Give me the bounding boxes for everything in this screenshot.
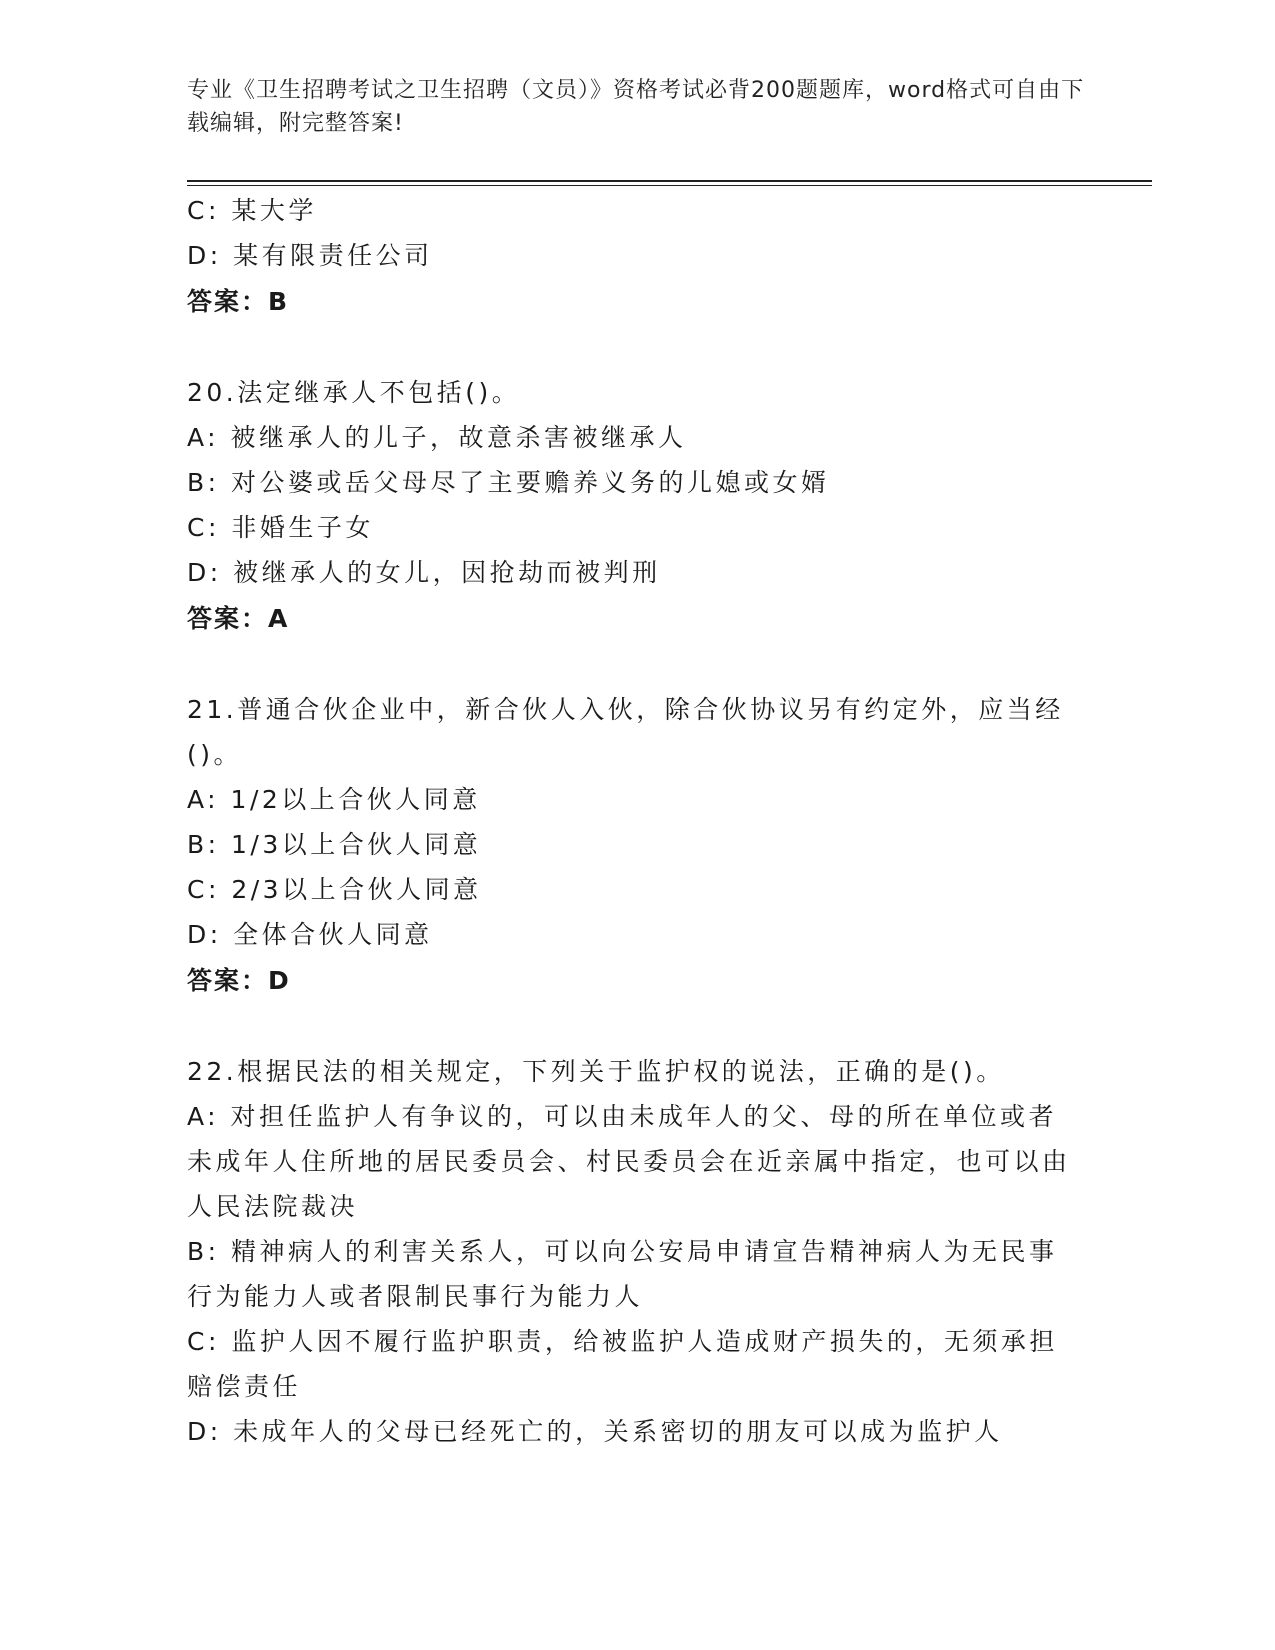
option-b <box>187 1229 1077 1319</box>
header-text: 专业《卫生招聘考试之卫生招聘（文员）》资格考试必背200题题库，word格式可自由下载编辑，附完整答案! <box>187 78 1085 136</box>
question-stem: 20.法定继承人不包括()。 <box>187 378 521 407</box>
option-text: 被继承人的儿子，故意杀害被继承人 <box>230 423 687 452</box>
question-stem: 21.普通合伙企业中，新合伙人入伙，除合伙协议另有约定外，应当经()。 <box>187 695 1064 769</box>
document-header <box>187 74 1087 140</box>
option-text: 对担任监护人有争议的，可以由未成年人的父、母的所在单位或者未成年人住所地的居民委员会、村民委员会在近亲属中指定，也可以由人民法院裁决 <box>187 1102 1071 1221</box>
option-c <box>187 1319 1077 1409</box>
option-text: 某大学 <box>231 196 317 225</box>
option-label: B: <box>187 1237 220 1266</box>
option-text: 非婚生子女 <box>231 513 374 542</box>
spacer <box>187 1004 1077 1049</box>
option-label: C: <box>187 875 220 904</box>
option-c <box>187 505 1077 550</box>
option-a <box>187 1094 1077 1229</box>
option-b <box>187 460 1077 505</box>
option-text: 被继承人的女儿，因抢劫而被判刑 <box>233 558 661 587</box>
option-text: 全体合伙人同意 <box>233 920 433 949</box>
option-label: B: <box>187 468 220 497</box>
question-stem: 22.根据民法的相关规定，下列关于监护权的说法，正确的是()。 <box>187 1057 1005 1086</box>
header-divider <box>187 180 1152 186</box>
option-label: D: <box>187 1417 222 1446</box>
option-text: 1/3以上合伙人同意 <box>231 830 482 859</box>
question-content <box>187 188 1077 1454</box>
option-label: A: <box>187 785 220 814</box>
option-label: D: <box>187 920 222 949</box>
option-a <box>187 415 1077 460</box>
option-c <box>187 867 1077 912</box>
option-d <box>187 550 1077 595</box>
option-label: D: <box>187 558 222 587</box>
option-label: A: <box>187 1102 220 1131</box>
option-label: C: <box>187 196 220 225</box>
option-text: 监护人因不履行监护职责，给被监护人造成财产损失的，无须承担赔偿责任 <box>187 1327 1058 1401</box>
option-text: 1/2以上合伙人同意 <box>230 785 481 814</box>
answer-line: 答案：A <box>187 604 290 633</box>
answer-line: 答案：B <box>187 287 290 316</box>
option-d <box>187 912 1077 957</box>
option-text: 2/3以上合伙人同意 <box>231 875 482 904</box>
answer-line: 答案：D <box>187 966 291 995</box>
option-label: D: <box>187 241 222 270</box>
option-label: C: <box>187 1327 220 1356</box>
option-d <box>187 1409 1077 1454</box>
option-text: 对公婆或岳父母尽了主要赡养义务的儿媳或女婿 <box>231 468 830 497</box>
option-c <box>187 188 1077 233</box>
option-label: A: <box>187 423 220 452</box>
option-text: 某有限责任公司 <box>233 241 433 270</box>
option-b <box>187 822 1077 867</box>
option-label: C: <box>187 513 220 542</box>
option-label: B: <box>187 830 220 859</box>
option-text: 未成年人的父母已经死亡的，关系密切的朋友可以成为监护人 <box>233 1417 1003 1446</box>
option-text: 精神病人的利害关系人，可以向公安局申请宣告精神病人为无民事行为能力人或者限制民事行为能力人 <box>187 1237 1058 1311</box>
spacer <box>187 325 1077 370</box>
option-a <box>187 777 1077 822</box>
option-d <box>187 233 1077 278</box>
spacer <box>187 642 1077 687</box>
